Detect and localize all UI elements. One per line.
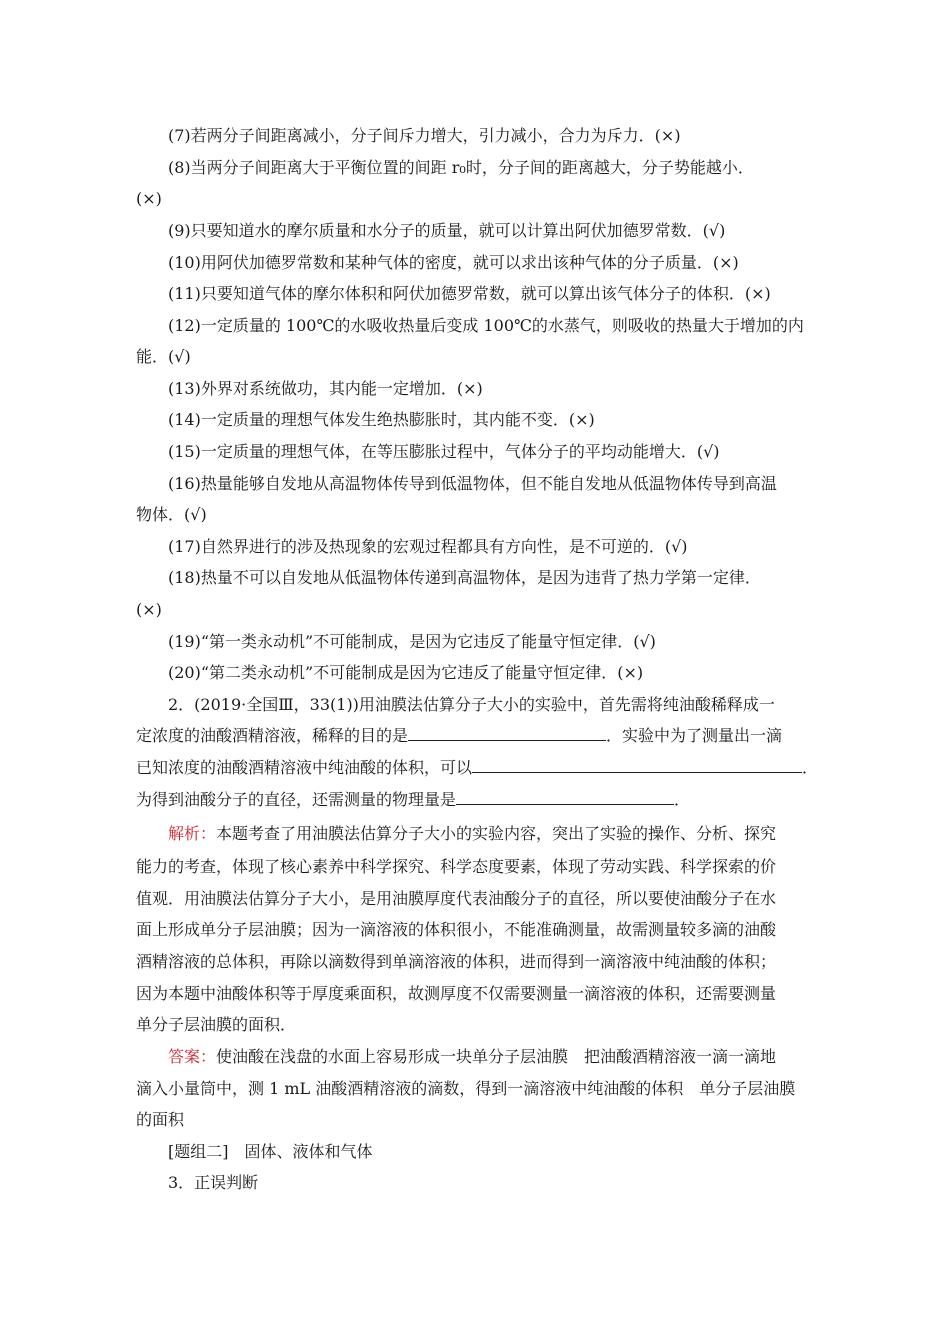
judgment-18-line1: (18)热量不可以自发地从低温物体传递到高温物体，是因为违背了热力学第一定律．	[168, 568, 761, 587]
judgment-16-line2: 物体．(√)	[136, 505, 207, 524]
question-2-line2-text: 定浓度的油酸酒精溶液，稀释的目的是	[136, 726, 409, 745]
judgment-12-line1: (12)一定质量的 100℃的水吸收热量后变成 100℃的水蒸气，则吸收的热量大于增加的内	[168, 316, 804, 335]
question-2-line1: 2．(2019·全国Ⅲ，33(1))用油膜法估算分子大小的实验中，首先需将纯油酸稀释成一	[168, 695, 775, 714]
question-2-line4	[136, 790, 690, 810]
answer-blank-1[interactable]	[408, 726, 606, 741]
question-3-title: 3．正误判断	[168, 1173, 259, 1192]
analysis-line: 能力的考查，体现了核心素养中科学探究、科学态度要素，体现了劳动实践、科学探索的价	[136, 857, 777, 876]
judgment-8-line1: (8)当两分子间距离大于平衡位置的间距 r₀时，分子间的距离越大，分子势能越小．	[168, 158, 754, 177]
question-2-line3-text: 已知浓度的油酸酒精溶液中纯油酸的体积，可以	[136, 758, 473, 777]
answer-first-text: 使油酸在浅盘的水面上容易形成一块单分子层油膜 把油酸酒精溶液一滴一滴地	[216, 1047, 777, 1066]
answer-line: 的面积	[136, 1110, 185, 1129]
judgment-18-line2: (×)	[136, 600, 162, 619]
judgment-8-line2: (×)	[136, 189, 162, 208]
analysis-line: 因为本题中油酸体积等于厚度乘面积，故测厚度不仅需要测量一滴溶液的体积，还需要测量	[136, 984, 777, 1003]
judgment-12-line2: 能．(√)	[136, 347, 191, 366]
answer-blank-2[interactable]	[472, 758, 802, 773]
answer-line1	[168, 1047, 776, 1067]
judgment-20: (20)“第二类永动机”不可能制成是因为它违反了能量守恒定律．(×)	[168, 663, 644, 682]
answer-blank-3[interactable]	[456, 790, 674, 805]
judgment-9: (9)只要知道水的摩尔质量和水分子的质量，就可以计算出阿伏加德罗常数．(√)	[168, 221, 726, 240]
analysis-line: 值观．用油膜法估算分子大小，是用油膜厚度代表油酸分子的直径，所以要使油酸分子在水	[136, 889, 777, 908]
analysis-line1	[168, 824, 776, 844]
answer-line: 滴入小量筒中，测 1 mL 油酸酒精溶液的滴数，得到一滴溶液中纯油酸的体积 单分子层油膜	[136, 1079, 796, 1098]
judgment-7: (7)若两分子间距离减小，分子间斥力增大，引力减小，合力为斥力．(×)	[168, 126, 681, 145]
answer-label: 答案：	[168, 1047, 217, 1066]
analysis-line: 单分子层油膜的面积．	[136, 1015, 297, 1034]
question-2-line3-tail: ．	[802, 758, 819, 777]
analysis-line: 面上形成单分子层油膜；因为一滴溶液的体积很小，不能准确测量，故需测量较多滴的油酸	[136, 920, 777, 939]
judgment-16-line1: (16)热量能够自发地从高温物体传导到低温物体，但不能自发地从低温物体传导到高温	[168, 474, 777, 493]
judgment-17: (17)自然界进行的涉及热现象的宏观过程都具有方向性，是不可逆的．(√)	[168, 537, 688, 556]
group-2-title: [题组二] 固体、液体和气体	[168, 1142, 373, 1161]
judgment-10: (10)用阿伏加德罗常数和某种气体的密度，就可以求出该种气体的分子质量．(×)	[168, 253, 739, 272]
analysis-label: 解析：	[168, 824, 217, 843]
question-2-line4-tail: ．	[674, 790, 691, 809]
question-2-line4-text: 为得到油酸分子的直径，还需测量的物理量是	[136, 790, 457, 809]
analysis-first-text: 本题考查了用油膜法估算分子大小的实验内容，突出了实验的操作、分析、探究	[216, 824, 777, 843]
judgment-14: (14)一定质量的理想气体发生绝热膨胀时，其内能不变．(×)	[168, 410, 595, 429]
analysis-line: 酒精溶液的总体积，再除以滴数得到单滴溶液的体积，进而得到一滴溶液中纯油酸的体积；	[136, 952, 777, 971]
judgment-13: (13)外界对系统做功，其内能一定增加．(×)	[168, 379, 483, 398]
question-2-line2	[136, 726, 782, 746]
judgment-19: (19)“第一类永动机”不可能制成，是因为它违反了能量守恒定律．(√)	[168, 632, 656, 651]
question-2-line3	[136, 758, 818, 778]
judgment-11: (11)只要知道气体的摩尔体积和阿伏加德罗常数，就可以算出该气体分子的体积．(×)	[168, 284, 771, 303]
question-2-line2-tail: ．实验中为了测量出一滴	[606, 726, 783, 745]
judgment-15: (15)一定质量的理想气体，在等压膨胀过程中，气体分子的平均动能增大．(√)	[168, 442, 720, 461]
